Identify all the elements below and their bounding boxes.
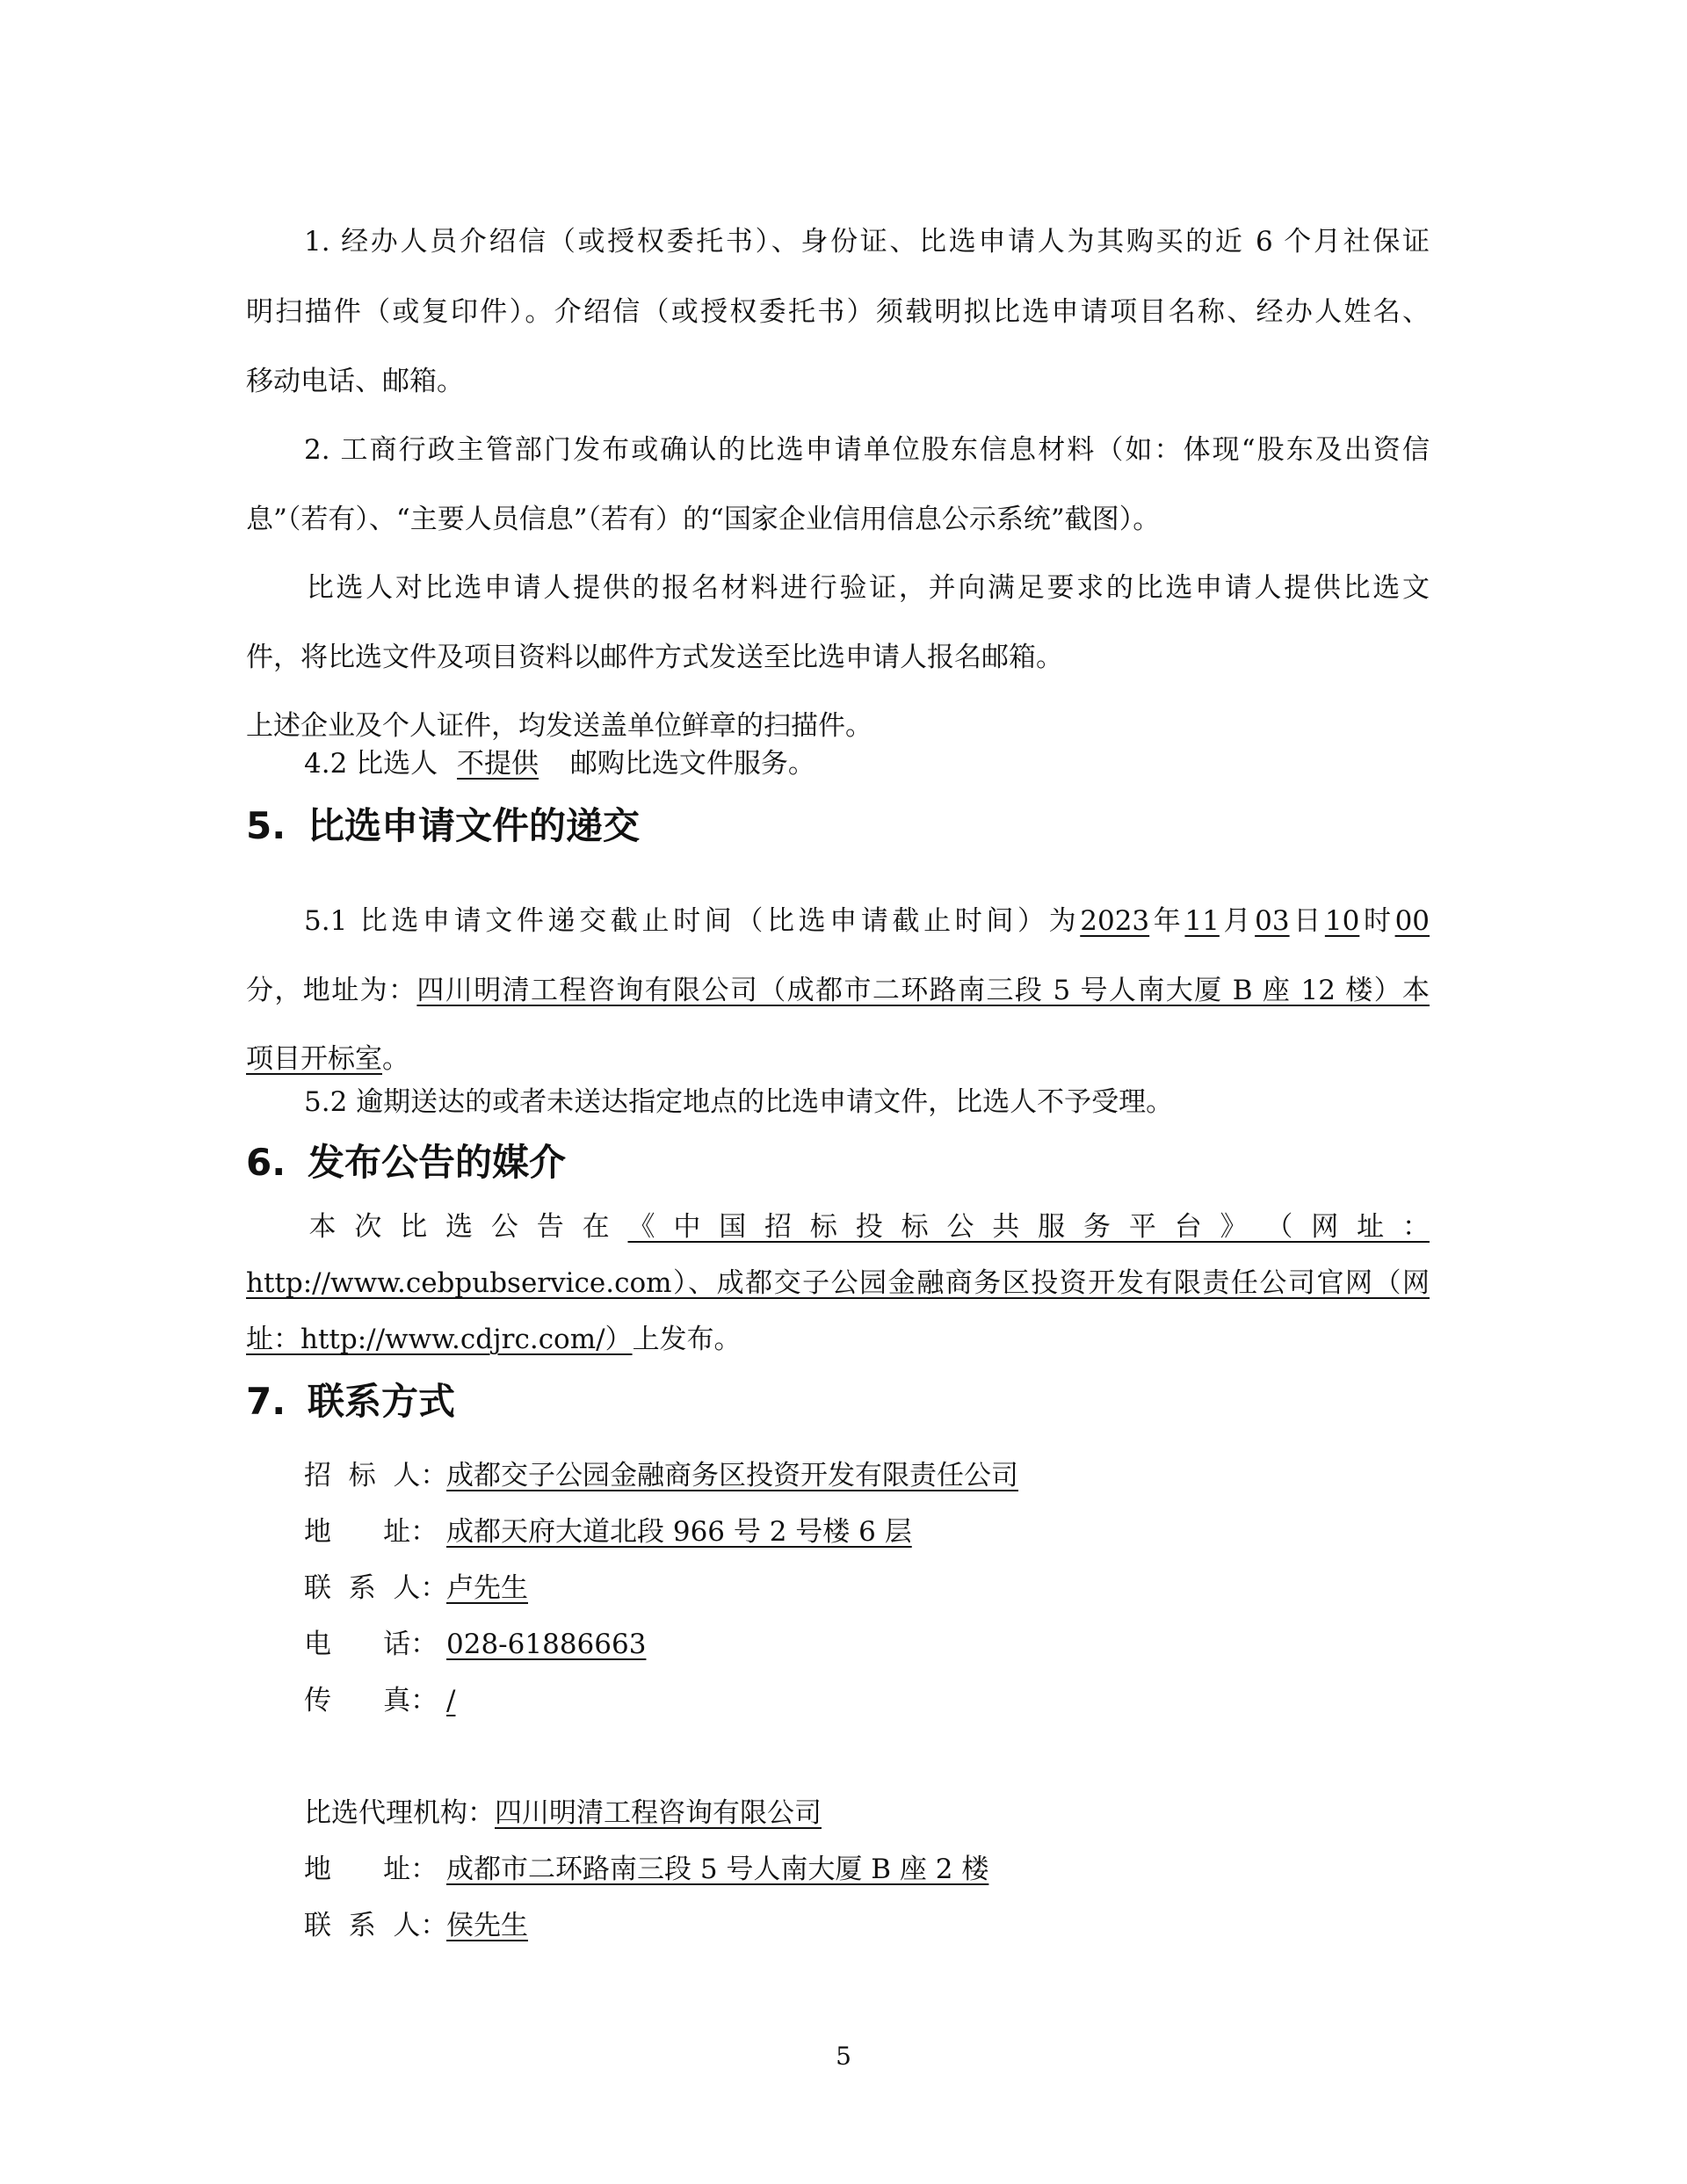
- official-site-link: 址：http://www.cdjrc.com/）: [246, 1324, 633, 1355]
- section-7-heading: 7. 联系方式: [246, 1380, 456, 1423]
- section-5-heading: 5. 比选申请文件的递交: [246, 804, 641, 847]
- deadline-year: 2023: [1080, 905, 1150, 937]
- clause-5-2: 5.2 逾期送达的或者未送达指定地点的比选申请文件，比选人不予受理。: [304, 1086, 1174, 1118]
- deadline-day: 03: [1255, 905, 1290, 937]
- stamp-note: 上述企业及个人证件，均发送盖单位鲜章的扫描件。: [246, 710, 872, 742]
- media-line1: 本 次 比 选 公 告 在 《 中 国 招 标 投 标 公 共 服 务 平 台 》 （ 网 址 ：: [304, 1211, 1430, 1243]
- deadline-hour: 10: [1324, 905, 1360, 937]
- media-line3: 址：http://www.cdjrc.com/）上发布。: [246, 1324, 742, 1355]
- item2-line2: 息”（若有）、“主要人员信息”（若有）的“国家企业信用信息公示系统”截图）。: [246, 504, 1161, 535]
- item1-line1: 1. 经办人员介绍信（或授权委托书）、身份证、比选申请人为其购买的近 6 个月社保证: [304, 226, 1430, 258]
- mail-service-value: 不提供: [457, 748, 539, 780]
- tenderer-address-row: 地 址： 成都天府大道北段 966 号 2 号楼 6 层: [304, 1516, 912, 1548]
- agent-name-row: 比选代理机构：四川明清工程咨询有限公司: [304, 1797, 822, 1829]
- agent-contact-row: 联 系 人：侯先生: [304, 1910, 528, 1941]
- media-platform: 《 中 国 招 标 投 标 公 共 服 务 平 台 》 （ 网 址 ：: [627, 1211, 1430, 1243]
- tenderer-fax-row: 传 真： /: [304, 1685, 456, 1716]
- clause-4-2: 4.2 比选人 不提供 邮购比选文件服务。: [304, 748, 815, 780]
- verify-line1: 比选人对比选申请人提供的报名材料进行验证，并向满足要求的比选申请人提供比选文: [304, 572, 1430, 604]
- tenderer-name-row: 招 标 人：成都交子公园金融商务区投资开发有限责任公司: [304, 1460, 1018, 1491]
- submission-address: 四川明清工程咨询有限公司（成都市二环路南三段 5 号人南大厦 B 座 12 楼）本: [416, 975, 1430, 1006]
- item1-line3: 移动电话、邮箱。: [246, 366, 464, 397]
- tenderer-phone-row: 电 话： 028-61886663: [304, 1629, 647, 1660]
- verify-line2: 件，将比选文件及项目资料以邮件方式发送至比选申请人报名邮箱。: [246, 642, 1063, 673]
- submission-room: 项目开标室: [246, 1043, 382, 1075]
- clause-5-1-line3: 项目开标室。: [246, 1043, 409, 1075]
- item2-line1: 2. 工商行政主管部门发布或确认的比选申请单位股东信息材料（如：体现“股东及出资信: [304, 434, 1430, 466]
- tenderer-contact-row: 联 系 人：卢先生: [304, 1572, 528, 1604]
- deadline-minute: 00: [1394, 905, 1430, 937]
- item1-line2: 明扫描件（或复印件）。介绍信（或授权委托书）须载明拟比选申请项目名称、经办人姓名、: [246, 296, 1430, 328]
- section-6-heading: 6. 发布公告的媒介: [246, 1141, 567, 1184]
- media-line2: http://www.cebpubservice.com）、成都交子公园金融商务区投资开发有限责任公司官网（网: [246, 1267, 1430, 1299]
- page-number: 5: [836, 2042, 851, 2071]
- deadline-month: 11: [1184, 905, 1220, 937]
- clause-5-1-line2: 分，地址为：四川明清工程咨询有限公司（成都市二环路南三段 5 号人南大厦 B 座 12 楼）本: [246, 975, 1430, 1006]
- agent-address-row: 地 址： 成都市二环路南三段 5 号人南大厦 B 座 2 楼: [304, 1854, 989, 1885]
- clause-5-1-line1: 5.1 比选申请文件递交截止时间（比选申请截止时间）为2023年11月03日10时00: [304, 905, 1430, 937]
